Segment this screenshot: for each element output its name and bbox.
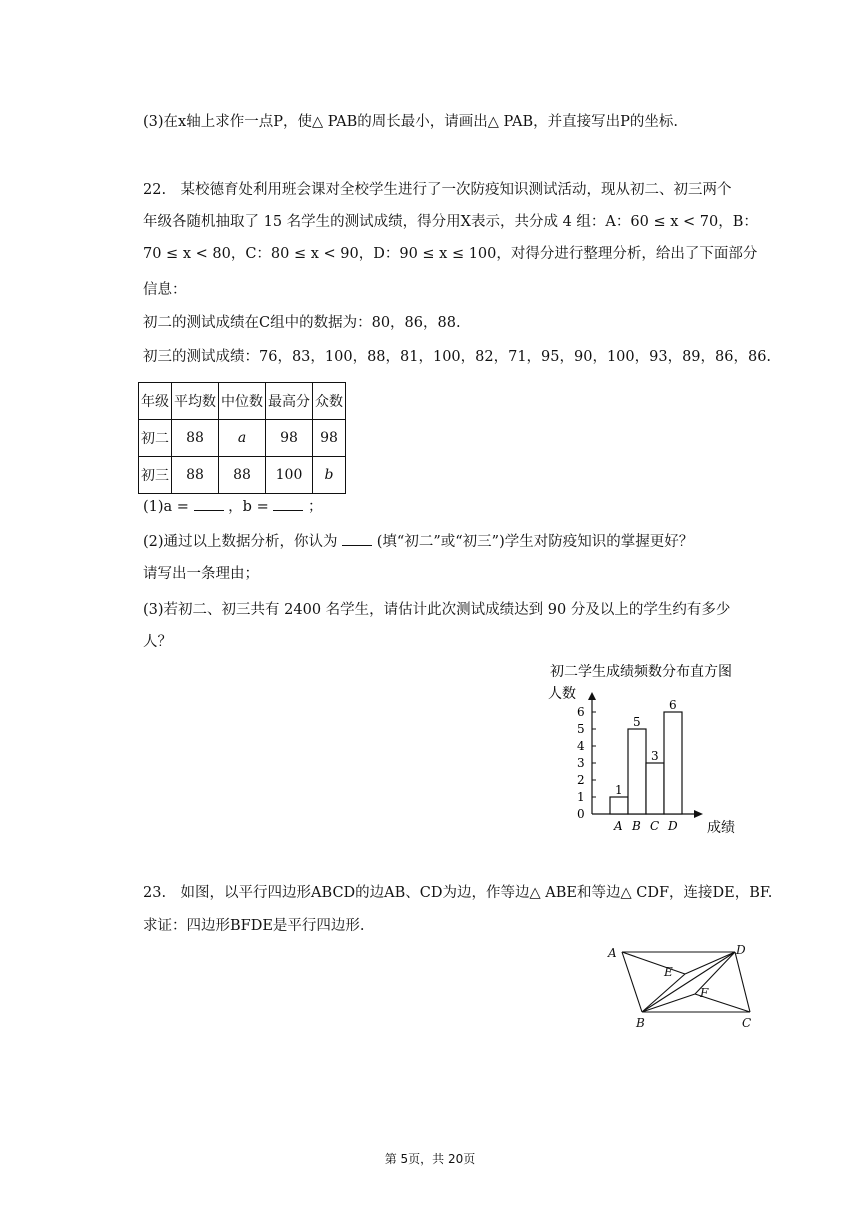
table-cell: 初三 — [139, 457, 172, 494]
chart-xlabel: 成绩 — [707, 820, 735, 836]
q22-part2-line2: 请写出一条理由； — [143, 566, 259, 582]
table-cell: 98 — [266, 420, 313, 457]
y-tick-label: 5 — [577, 722, 585, 736]
histogram-chart — [548, 658, 763, 840]
bar-value-label: 1 — [615, 783, 623, 797]
q22-line3: 70 ≤ x < 80，C：80 ≤ x < 90，D：90 ≤ x ≤ 100，对得分进行整理分析，给出了下面部分 — [143, 246, 758, 262]
q22-part3-line1: (3)若初二、初三共有 2400 名学生，请估计此次测试成绩达到 90 分及以上的学生约有多少 — [143, 602, 731, 618]
category-label: C — [650, 819, 660, 833]
q22-line2: 年级各随机抽取了 15 名学生的测试成绩，得分用X表示，共分成 4 组：A：60 ≤ x < 70，B： — [143, 214, 758, 230]
q22-part1 — [143, 496, 322, 517]
table-cell: 初二 — [139, 420, 172, 457]
chart-ylabel: 人数 — [548, 686, 576, 702]
q23-line2: 求证：四边形BFDE是平行四边形. — [143, 918, 365, 934]
bar-value-label: 6 — [669, 698, 677, 712]
q2-pre: (2)通过以上数据分析，你认为 — [143, 534, 343, 550]
q1-end: ； — [307, 499, 323, 515]
parallelogram-figure — [600, 938, 760, 1033]
answer-blank-a[interactable] — [194, 496, 224, 511]
table-cell: 100 — [266, 457, 313, 494]
q23-line1: 23. 如图，以平行四边形ABCD的边AB、CD为边，作等边△ ABE和等边△ CDF，连接DE，BF. — [143, 885, 773, 901]
table-cell: 98 — [313, 420, 346, 457]
label-c: C — [742, 1016, 752, 1030]
edge-bf — [642, 994, 695, 1012]
table-cell: a — [219, 420, 266, 457]
page-footer: 第 5页，共 20页 — [384, 1152, 476, 1166]
table-row — [139, 457, 346, 494]
y-tick-label: 4 — [577, 739, 585, 753]
histogram-bar — [664, 712, 682, 814]
histogram-bar — [646, 763, 664, 814]
bar-value-label: 3 — [651, 749, 659, 763]
table-row — [139, 420, 346, 457]
label-e: E — [664, 965, 673, 979]
stats-table — [138, 382, 346, 494]
q22-line1: 22. 某校德育处利用班会课对全校学生进行了一次防疫知识测试活动，现从初二、初三两个 — [143, 182, 732, 198]
q22-line6: 初三的测试成绩：76，83，100，88，81，100，82，71，95，90，100，93，89，86，86. — [143, 349, 772, 365]
edge-ae — [622, 952, 685, 974]
table-cell: b — [313, 457, 346, 494]
table-header: 年级 — [139, 383, 172, 420]
x-axis-arrow — [694, 810, 703, 818]
table-cell: 88 — [172, 457, 219, 494]
y-tick-label: 1 — [577, 790, 585, 804]
q22-line5: 初二的测试成绩在C组中的数据为：80，86，88. — [143, 315, 461, 331]
q1-a-label: (1)a = — [143, 499, 194, 515]
label-f: F — [700, 986, 709, 1000]
table-cell: 88 — [219, 457, 266, 494]
y-axis-arrow — [588, 692, 596, 700]
y-tick-label: 0 — [577, 807, 585, 821]
q22-line4: 信息： — [143, 282, 187, 298]
q22-part2 — [143, 531, 693, 552]
q22-part3-line2: 人？ — [143, 634, 172, 650]
histogram-bar — [628, 729, 646, 814]
q1-b-label: ，b = — [228, 499, 274, 515]
table-header: 众数 — [313, 383, 346, 420]
y-tick-label: 3 — [577, 756, 585, 770]
y-tick-label: 2 — [577, 773, 585, 787]
q21-part3: (3)在x轴上求作一点P，使△ PAB的周长最小，请画出△ PAB，并直接写出P的坐标. — [143, 114, 678, 130]
edge-ab — [622, 952, 642, 1012]
table-header: 中位数 — [219, 383, 266, 420]
edge-dc — [735, 952, 750, 1012]
bar-value-label: 5 — [633, 715, 641, 729]
y-tick-label: 6 — [577, 705, 585, 719]
category-label: A — [614, 819, 623, 833]
category-label: D — [668, 819, 678, 833]
table-header: 最高分 — [266, 383, 313, 420]
label-a: A — [608, 946, 617, 960]
table-cell: 88 — [172, 420, 219, 457]
histogram-bar — [610, 797, 628, 814]
answer-blank-grade[interactable] — [342, 531, 372, 546]
answer-blank-b[interactable] — [273, 496, 303, 511]
edge-be — [642, 974, 685, 1012]
label-d: D — [736, 943, 746, 957]
table-header-row — [139, 383, 346, 420]
table-header: 平均数 — [172, 383, 219, 420]
edge-ed — [685, 952, 735, 974]
q2-post: (填“初二”或“初三”)学生对防疫知识的掌握更好？ — [372, 534, 694, 550]
label-b: B — [636, 1016, 645, 1030]
category-label: B — [632, 819, 641, 833]
chart-title: 初二学生成绩频数分布直方图 — [550, 664, 732, 680]
